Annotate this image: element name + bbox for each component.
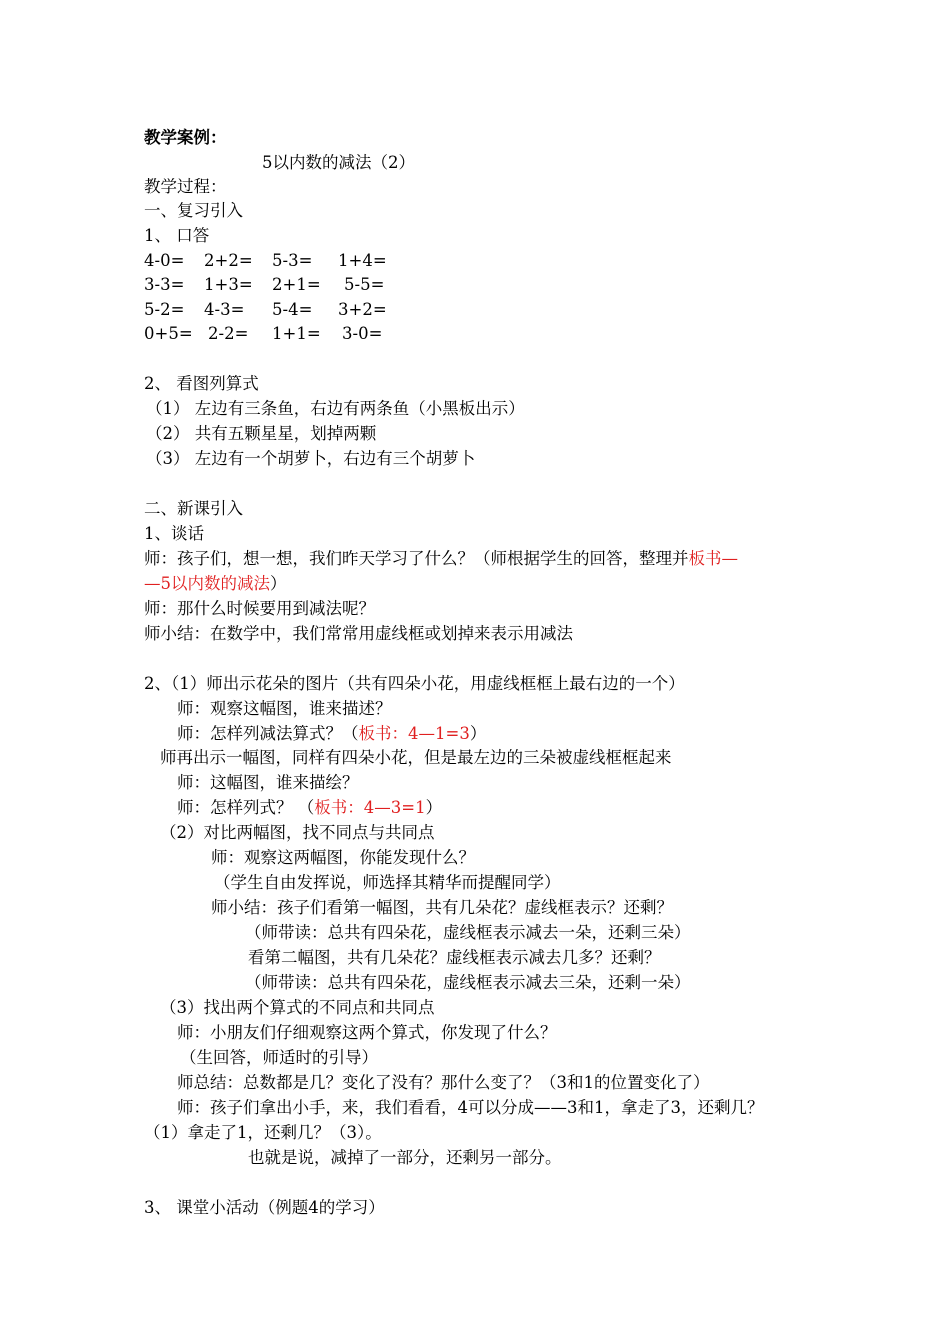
oral-cell: 3-0=	[342, 324, 383, 343]
section2-heading: 二、新课引入	[144, 499, 243, 518]
teacher-text: ）	[425, 798, 443, 817]
oral-cell: 2-2=	[208, 324, 249, 343]
oral-cell: 5-3=	[272, 251, 313, 270]
teacher-line: 师：小朋友们仔细观察这两个算式，你发现了什么？	[177, 1023, 557, 1042]
board-writing: 板书—	[688, 549, 738, 568]
board-writing: —5以内数的减法	[144, 574, 270, 593]
picture-item: （1） 左边有三条鱼，右边有两条鱼（小黑板出示）	[146, 399, 525, 418]
compare-heading: （2）对比两幅图，找不同点与共同点	[160, 823, 435, 842]
process-label: 教学过程：	[144, 177, 227, 196]
teacher-line: 师：观察这两幅图，你能发现什么？	[211, 848, 475, 867]
talk-question-text: ）	[270, 574, 287, 593]
oral-cell: 3+2=	[338, 300, 387, 319]
oral-cell: 3-3=	[144, 275, 185, 294]
teacher-line	[177, 796, 442, 820]
section1-heading: 一、复习引入	[144, 201, 243, 220]
part2-heading: 2、（1）师出示花朵的图片（共有四朵小花，用虚线框框上最右边的一个）	[144, 674, 685, 693]
document-title: 教学案例：	[144, 128, 227, 147]
picture-item: （3） 左边有一个胡萝卜，右边有三个胡萝卜	[146, 449, 476, 468]
lesson-subtitle: 5以内数的减法（2）	[262, 153, 415, 172]
oral-cell: 5-2=	[144, 300, 185, 319]
talk-question-1	[144, 547, 738, 571]
oral-cell: 0+5=	[144, 324, 193, 343]
difference-heading: （3）找出两个算式的不同点和共同点	[160, 998, 435, 1017]
oral-cell: 5-4=	[272, 300, 313, 319]
board-writing: 板书：4—1=3	[358, 724, 470, 743]
talk-summary: 师小结：在数学中，我们常常用虚线框或划掉来表示用减法	[144, 624, 573, 643]
teacher-line: 师：孩子们拿出小手，来，我们看看，4可以分成——3和1，拿走了3，还剩几？	[177, 1098, 764, 1117]
oral-cell: 1+4=	[338, 251, 387, 270]
part3-heading: 3、 课堂小活动（例题4的学习）	[144, 1198, 385, 1217]
picture-item: （2） 共有五颗星星，划掉两颗	[146, 424, 377, 443]
talk-question-2: 师：那什么时候要用到减法呢？	[144, 599, 375, 618]
conclusion-line: 也就是说，减掉了一部分，还剩另一部分。	[248, 1148, 562, 1167]
board-writing: 板书：4—3=1	[314, 798, 426, 817]
oral-answer-heading: 1、 口答	[144, 226, 210, 245]
oral-cell: 5-5=	[344, 275, 385, 294]
teacher-line: 师：这幅图，谁来描绘？	[177, 773, 359, 792]
oral-cell: 2+2=	[204, 251, 253, 270]
teacher-line: （1）拿走了1，还剩几？（3）。	[144, 1123, 382, 1142]
picture-formula-heading: 2、 看图列算式	[144, 374, 259, 393]
teacher-line: 师小结：孩子们看第一幅图，共有几朵花？虚线框表示？还剩？	[211, 898, 673, 917]
teacher-line: 师总结：总数都是几？变化了没有？那什么变了？（3和1的位置变化了）	[177, 1073, 710, 1092]
oral-cell: 1+1=	[272, 324, 321, 343]
talk-question-text: 师：孩子们，想一想，我们昨天学习了什么？（师根据学生的回答，整理并	[144, 549, 689, 568]
teacher-line: 师再出示一幅图，同样有四朵小花，但是最左边的三朵被虚线框框起来	[160, 748, 672, 767]
talk-heading: 1、谈话	[144, 524, 204, 543]
oral-cell: 1+3=	[204, 275, 253, 294]
teacher-line	[177, 722, 486, 746]
student-line: （生回答，师适时的引导）	[180, 1048, 378, 1067]
teacher-line: 师：观察这幅图，谁来描述？	[177, 699, 392, 718]
oral-cell: 4-0=	[144, 251, 185, 270]
teacher-text: 师：怎样列减法算式？（	[177, 724, 359, 743]
talk-question-1-cont	[144, 572, 287, 596]
oral-cell: 2+1=	[272, 275, 321, 294]
teacher-line: （师带读：总共有四朵花，虚线框表示减去三朵，还剩一朵）	[245, 973, 691, 992]
teacher-line: （师带读：总共有四朵花，虚线框表示减去一朵，还剩三朵）	[245, 923, 691, 942]
teacher-text: ）	[469, 724, 487, 743]
teacher-line: 看第二幅图，共有几朵花？虚线框表示减去几多？还剩？	[248, 948, 661, 967]
teacher-text: 师：怎样列式？ （	[177, 798, 315, 817]
student-line: （学生自由发挥说，师选择其精华而提醒同学）	[214, 873, 561, 892]
oral-cell: 4-3=	[204, 300, 245, 319]
